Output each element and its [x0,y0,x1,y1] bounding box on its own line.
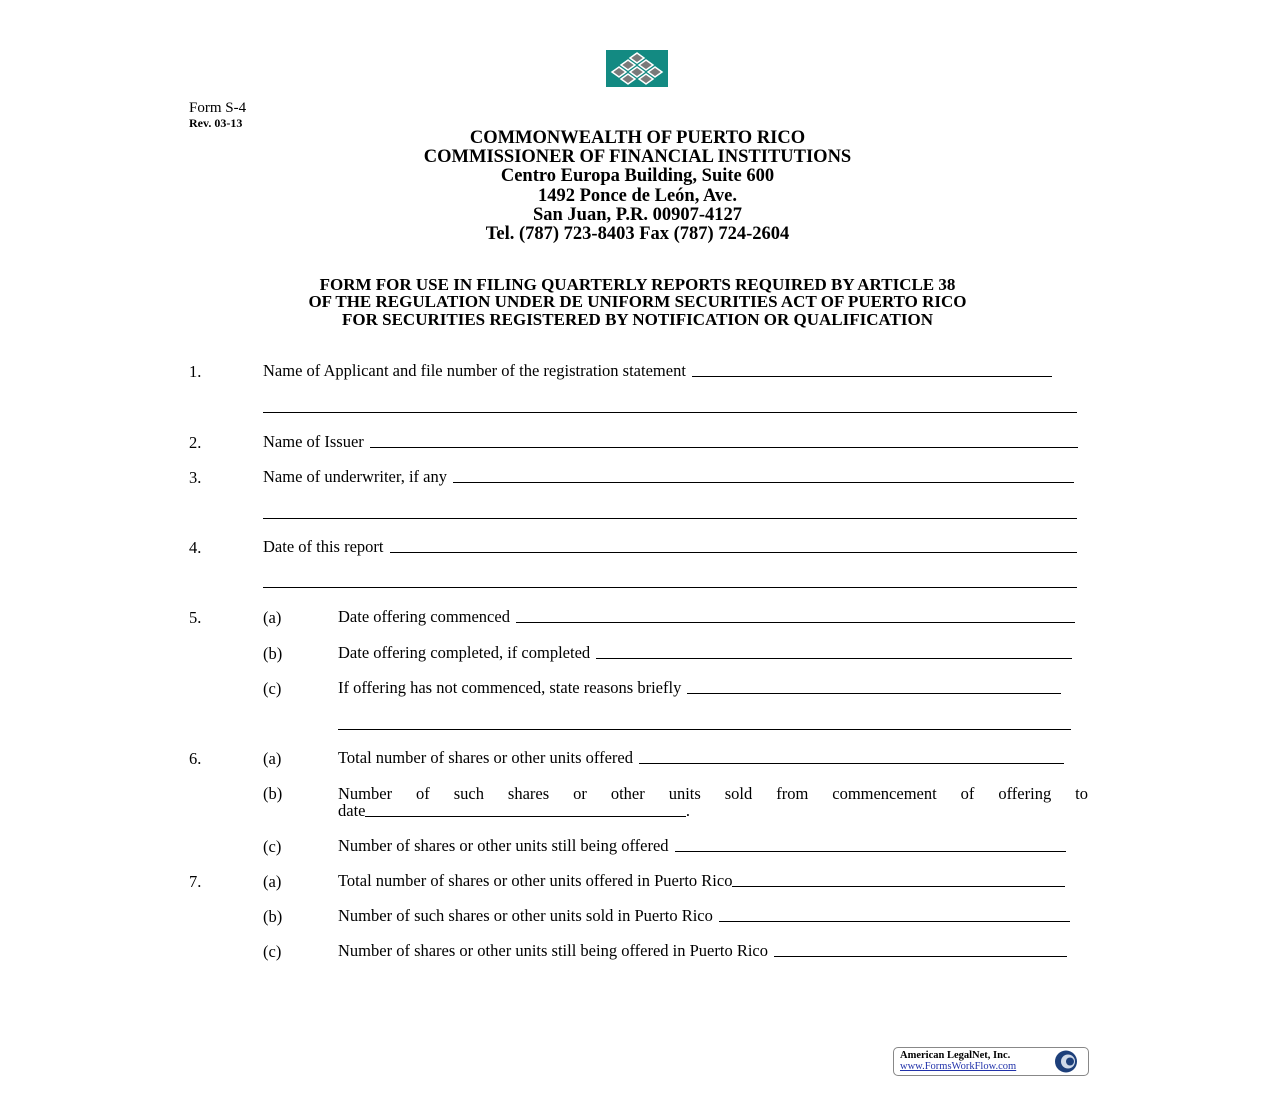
revision: Rev. 03-13 [189,116,243,130]
offering-commenced-field[interactable] [516,622,1075,623]
sub-label: (b) [263,907,283,926]
item-label: Name of Applicant and file number of the registration statement [263,361,686,380]
issuer-field[interactable] [370,447,1078,448]
sub-label: (a) [263,608,282,627]
item-label: Date offering completed, if completed [338,643,591,662]
units-sold-field[interactable] [365,816,685,817]
item-label: Total number of shares or other units offered [338,748,633,767]
form-title: OF THE REGULATION UNDER DE UNIFORM SECURITIES ACT OF PUERTO RICO [308,292,967,311]
item-number: 6. [189,749,202,768]
globe-icon [1052,1049,1080,1074]
item-label: Number of shares or other units still being offered [338,836,669,855]
item-number: 7. [189,872,202,891]
item-label: date [338,801,366,820]
item-label: Date offering commenced [338,607,510,626]
item-label: Date of this report [263,537,384,556]
item-label: If offering has not commenced, state reasons briefly [338,678,682,697]
applicant-field-line2[interactable] [263,412,1077,413]
underwriter-field-line2[interactable] [263,518,1077,519]
applicant-field[interactable] [692,376,1052,377]
pr-offered-field[interactable] [732,886,1065,887]
sub-label: (b) [263,784,283,803]
header-line: COMMONWEALTH OF PUERTO RICO [469,128,806,148]
sub-label: (c) [263,837,282,856]
underwriter-field[interactable] [453,482,1074,483]
footer-company: American LegalNet, Inc. [900,1050,1011,1061]
header-line: 1492 Ponce de León, Ave. [537,186,738,206]
report-date-field[interactable] [390,552,1077,553]
header-line: San Juan, P.R. 00907-4127 [532,205,743,225]
form-title: FOR SECURITIES REGISTERED BY NOTIFICATION OR QUALIFICATION [341,310,933,329]
sub-label: (c) [263,942,282,961]
header-line: COMMISSIONER OF FINANCIAL INSTITUTIONS [423,147,852,167]
item-label: Number of such shares or other units sold from commencement of offering to [338,784,1088,803]
form-title: FORM FOR USE IN FILING QUARTERLY REPORTS REQUIRED BY ARTICLE 38 [319,275,956,294]
item-number: 3. [189,468,202,487]
item-number: 4. [189,538,202,557]
footer-badge [893,1047,1089,1076]
report-date-field-line2[interactable] [263,587,1077,588]
total-offered-field[interactable] [639,763,1064,764]
reasons-field[interactable] [687,693,1061,694]
footer-link[interactable]: www.FormsWorkFlow.com [900,1061,1017,1072]
pr-still-offered-field[interactable] [774,956,1067,957]
still-offered-field[interactable] [675,851,1066,852]
sub-label: (b) [263,644,283,663]
period: . [685,801,690,820]
sub-label: (c) [263,679,282,698]
item-label: Number of shares or other units still being offered in Puerto Rico [338,941,768,960]
sub-label: (a) [263,749,282,768]
logo-icon [606,50,668,87]
offering-completed-field[interactable] [596,658,1072,659]
sub-label: (a) [263,872,282,891]
header-line: Tel. (787) 723-8403 Fax (787) 724-2604 [485,224,790,244]
item-label: Total number of shares or other units offered in Puerto Rico [338,871,733,890]
header-line: Centro Europa Building, Suite 600 [500,166,775,186]
form-number: Form S-4 [189,100,247,116]
item-label: Name of Issuer [263,432,364,451]
item-label: Name of underwriter, if any [263,467,447,486]
item-number: 5. [189,608,202,627]
item-number: 1. [189,362,202,381]
reasons-field-line2[interactable] [338,729,1071,730]
item-label: Number of such shares or other units sold in Puerto Rico [338,906,713,925]
pr-sold-field[interactable] [719,921,1070,922]
item-number: 2. [189,433,202,452]
